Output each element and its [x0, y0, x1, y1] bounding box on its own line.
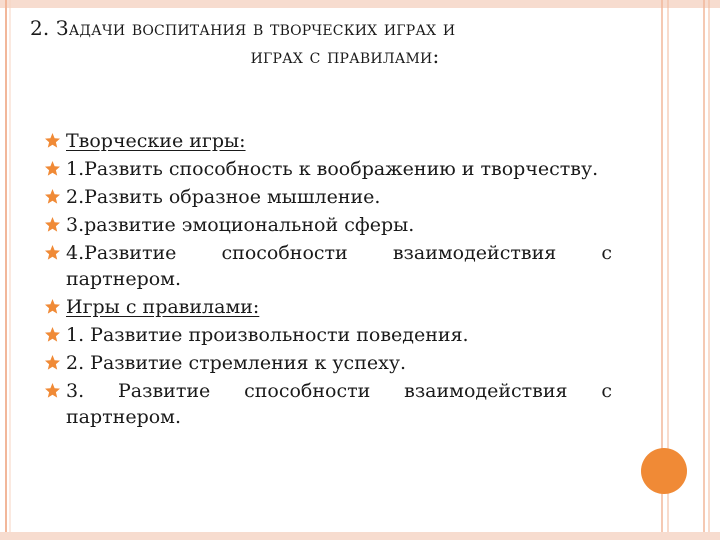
star-bullet-icon: [44, 298, 61, 315]
list-item: [44, 294, 612, 320]
list-item-text: 3.развитие эмоциональной сферы.: [66, 214, 415, 236]
top-band: [0, 0, 720, 8]
list-item-text: 1. Развитие произвольности поведения.: [66, 324, 469, 346]
list-item-text: 2. Развитие стремления к успеху.: [66, 352, 407, 374]
title-line-1: 2. Задачи воспитания в творческих играх и: [30, 16, 456, 40]
list-item: [44, 156, 612, 182]
star-bullet-icon: [44, 188, 61, 205]
list-item: [44, 322, 612, 348]
list-item-text: Творческие игры:: [66, 130, 246, 152]
list-item: [44, 378, 612, 430]
list-item-text: 2.Развить образное мышление.: [66, 186, 381, 208]
list-item-text: 3. Развитие способности взаимодействия с партнером.: [66, 380, 612, 428]
star-bullet-icon: [44, 382, 61, 399]
list-item: [44, 184, 612, 210]
star-bullet-icon: [44, 216, 61, 233]
bullet-list: [44, 128, 612, 432]
star-bullet-icon: [44, 160, 61, 177]
list-item: [44, 240, 612, 292]
list-item-text: Игры с правилами:: [66, 296, 260, 318]
slide-title: [30, 14, 640, 70]
list-item: [44, 128, 612, 154]
orange-circle-decoration: [641, 448, 687, 494]
list-item-text: 4.Развитие способности взаимодействия с партнером.: [66, 242, 612, 290]
star-bullet-icon: [44, 326, 61, 343]
list-item: [44, 350, 612, 376]
star-bullet-icon: [44, 354, 61, 371]
bottom-band: [0, 532, 720, 540]
list-item: [44, 212, 612, 238]
star-bullet-icon: [44, 132, 61, 149]
list-item-text: 1.Развить способность к воображению и творчеству.: [66, 158, 599, 180]
title-line-2: играх с правилами:: [250, 44, 440, 68]
star-bullet-icon: [44, 244, 61, 261]
